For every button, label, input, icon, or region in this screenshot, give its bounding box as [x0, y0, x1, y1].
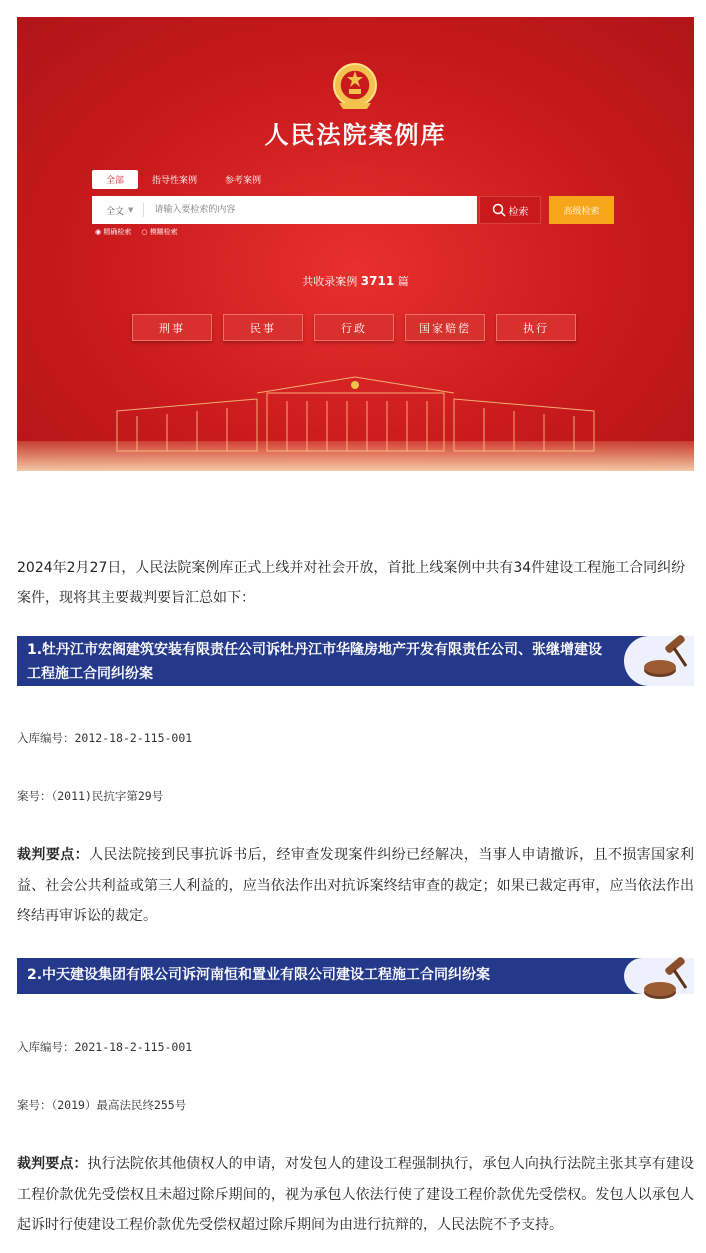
tab-reference-cases[interactable]: 参考案例 — [225, 176, 262, 186]
court-case-banner — [17, 17, 694, 471]
case-1-entry-number: 入库编号：2012-18-2-115-001 — [17, 731, 193, 745]
search-scope-value: 全文 — [106, 206, 125, 217]
courthouse-illustration — [17, 371, 694, 471]
case-count — [17, 273, 694, 289]
case-2-title: 2.中天建设集团有限公司诉河南恒和置业有限公司建设工程施工合同纠纷案 — [27, 967, 491, 983]
advanced-search-button[interactable]: 高级检索 — [549, 196, 614, 224]
category-state-compensation-button[interactable]: 国家赔偿 — [405, 314, 485, 341]
case-1-case-number: 案号：（2011)民抗字第29号 — [17, 789, 164, 803]
court-emblem-icon — [331, 59, 379, 115]
case-2-case-number: 案号：（2019）最高法民终255号 — [17, 1098, 187, 1112]
search-scope-select[interactable] — [92, 204, 143, 217]
gavel-icon — [630, 952, 690, 1006]
mode-exact-label: 精确检索 — [103, 228, 132, 236]
search-button[interactable] — [479, 196, 541, 224]
case-2-gist-label: 裁判要点： — [17, 1156, 88, 1172]
search-icon — [492, 203, 506, 217]
case-2-gist — [17, 1149, 694, 1241]
case-1-gist-label: 裁判要点： — [17, 847, 90, 863]
category-enforcement-button[interactable]: 执行 — [496, 314, 576, 341]
case-2-entry-number: 入库编号：2021-18-2-115-001 — [17, 1040, 193, 1054]
category-buttons — [132, 314, 576, 341]
site-title: 人民法院案例库 — [264, 120, 447, 149]
case-1-header — [17, 636, 694, 686]
case-1-gist — [17, 840, 694, 932]
mode-fuzzy-radio[interactable]: ○ 模糊检索 — [141, 228, 178, 236]
tab-all[interactable]: 全部 — [92, 170, 138, 189]
divider — [143, 203, 144, 217]
search-mode-options — [95, 227, 178, 237]
search-bar — [92, 196, 477, 224]
case-type-tabs — [92, 170, 275, 189]
case-1-gist-text: 人民法院接到民事抗诉书后，经审查发现案件纠纷已经解决，当事人申请撤诉，且不损害国家利益、社会公共利益或第三人利益的，应当依法作出对抗诉案终结审查的裁定；如果已裁定再审，应当依法作出终结再审诉讼的裁定。 — [17, 847, 695, 924]
case-2-gist-text: 执行法院依其他债权人的申请，对发包人的建设工程强制执行，承包人向执行法院主张其享有建设工程价款优先受偿权且未超过除斥期间的，视为承包人依法行使了建设工程价款优先受偿权。发包人以承包人起诉时行使建设工程价款优先受偿权超过除斥期间为由进行抗辩的，人民法院不予支持。 — [17, 1156, 695, 1233]
tab-guiding-cases[interactable]: 指导性案例 — [152, 176, 198, 186]
case-2-header — [17, 958, 694, 994]
gavel-icon — [630, 630, 690, 684]
search-input[interactable] — [152, 204, 477, 216]
chevron-down-icon: ▼ — [128, 206, 134, 214]
count-prefix: 共收录案例 — [302, 275, 358, 288]
category-administrative-button[interactable]: 行政 — [314, 314, 394, 341]
search-button-label: 检索 — [508, 206, 529, 218]
count-value: 3711 — [360, 274, 395, 288]
mode-fuzzy-label: 模糊检索 — [149, 228, 178, 236]
mode-exact-radio[interactable]: ◉ 精确检索 — [95, 228, 132, 236]
case-1-title: 1.牡丹江市宏阁建筑安装有限责任公司诉牡丹江市华隆房地产开发有限责任公司、张继增建设工程施工合同纠纷案 — [27, 642, 603, 682]
count-suffix: 篇 — [397, 275, 409, 288]
category-criminal-button[interactable]: 刑事 — [132, 314, 212, 341]
intro-paragraph: 2024年2月27日，人民法院案例库正式上线并对社会开放，首批上线案例中共有34件建设工程施工合同纠纷案件，现将其主要裁判要旨汇总如下： — [17, 560, 686, 606]
category-civil-button[interactable]: 民事 — [223, 314, 303, 341]
